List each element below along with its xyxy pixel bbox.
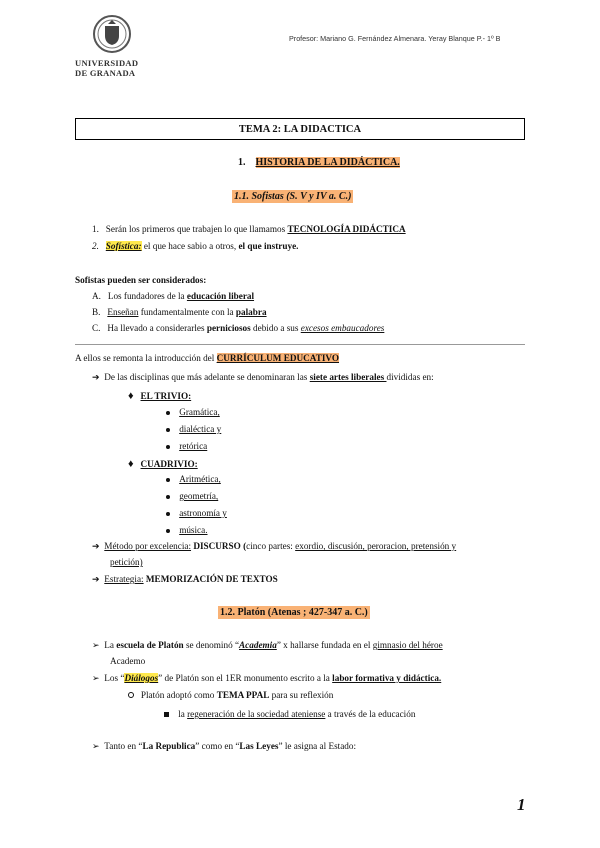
page-title: TEMA 2: LA DIDACTICA [75, 118, 525, 140]
sofistas-item-a [92, 291, 254, 301]
cuadrivio-item-4 [166, 525, 208, 535]
list-bold: el que instruye. [238, 241, 299, 251]
list1-item-1 [92, 224, 406, 234]
list-underlined: Enseñan [107, 307, 139, 317]
academia-term: Academia [239, 640, 277, 650]
text: Platón adoptó como [140, 690, 217, 700]
trivio-item-label: retórica [179, 441, 208, 451]
list-number: 1. [92, 224, 99, 234]
arrowhead-icon: ➢ [92, 640, 100, 650]
sofistica-term: Sofística: [105, 241, 142, 251]
bullet-icon [166, 529, 170, 533]
university-seal-icon [88, 14, 136, 54]
metodo-bold: DISCURSO ( [191, 541, 247, 551]
republica-item [92, 741, 356, 752]
list-italic: excesos embaucadores [300, 323, 385, 333]
hollow-bullet-icon [128, 692, 134, 698]
arrow-right-icon: ➔ [92, 574, 100, 584]
section-1-label: HISTORIA DE LA DIDÁCTICA. [255, 157, 400, 168]
text: divididas en: [386, 372, 434, 382]
metodo-parts-cont: petición) [110, 557, 143, 567]
cuadrivio-item-label: música. [179, 525, 208, 535]
text: Tanto en “ [104, 741, 143, 751]
metodo-item [92, 541, 456, 552]
bold-text: Las Leyes [239, 741, 279, 751]
text: Academo [110, 656, 146, 666]
trivio-heading [128, 390, 191, 402]
platon-item-1 [92, 640, 443, 651]
platon-item-2 [92, 673, 441, 684]
sofistas-heading: Sofistas pueden ser considerados: [75, 275, 207, 285]
bullet-icon [166, 512, 170, 516]
estrategia-label: Estrategia: [104, 574, 144, 584]
sofistas-item-c [92, 323, 384, 333]
text: ” le asigna al Estado: [278, 741, 357, 751]
bold-text: escuela de Platón [116, 640, 184, 650]
bullet-icon [166, 445, 170, 449]
dialogos-term: Diálogos [124, 673, 159, 683]
trivio-item-label: dialéctica y [179, 424, 222, 434]
trivio-item-label: Gramática, [179, 407, 220, 417]
metodo-line2 [110, 557, 143, 567]
platon-sub-item [128, 690, 333, 700]
cuadrivio-label: CUADRIVIO: [140, 459, 198, 469]
list-letter: A. [92, 291, 101, 301]
list-number: 2. [92, 241, 99, 251]
text: se denominó “ [183, 640, 240, 650]
bold-text: siete artes liberales [309, 372, 387, 382]
list-letter: B. [92, 307, 101, 317]
text: ” de Platón son el 1ER monumento escrito a la [158, 673, 333, 683]
diamond-icon: ♦ [128, 390, 134, 402]
text: ” x hallarse fundada en el [276, 640, 373, 650]
curriculum-intro [75, 353, 339, 363]
trivio-item-1 [166, 407, 220, 417]
text: La [104, 640, 117, 650]
list-bold: perniciosos [206, 323, 251, 333]
text: la [178, 709, 188, 719]
bold-text: labor formativa y didáctica. [332, 673, 442, 683]
list-bold: educación liberal [186, 291, 255, 301]
list-text: debido a sus [250, 323, 301, 333]
cuadrivio-item-label: astronomía y [179, 508, 227, 518]
arrow-right-icon: ➔ [92, 372, 100, 382]
text: cinco partes: [246, 541, 296, 551]
list-letter: C. [92, 323, 101, 333]
text: ” como en “ [195, 741, 240, 751]
subsection-1-2: 1.2. Platón (Atenas ; 427-347 a. C.) [220, 607, 368, 618]
bullet-icon [166, 495, 170, 499]
underlined-text: regeneración de la sociedad ateniense [187, 709, 326, 719]
platon-subsub-item [164, 709, 415, 719]
bold-text: La Republica [142, 741, 196, 751]
platon-item-1-line2 [110, 656, 145, 666]
cuadrivio-item-label: geometría, [179, 491, 219, 501]
bullet-icon [166, 411, 170, 415]
text: Los “ [104, 673, 125, 683]
list-text: el que hace sabio a otros, [141, 241, 239, 251]
disciplinas-item [92, 372, 434, 383]
list-bold: palabra [235, 307, 267, 317]
underlined-text: gimnasio del héroe [372, 640, 443, 650]
text: para su reflexión [269, 690, 334, 700]
cuadrivio-item-1 [166, 474, 221, 484]
text: A ellos se remonta la introducción del [75, 353, 217, 363]
bold-text: TEMA PPAL [216, 690, 270, 700]
section-1-heading [238, 157, 400, 168]
bullet-icon [166, 428, 170, 432]
trivio-label: EL TRIVIO: [140, 391, 192, 401]
bullet-icon [166, 478, 170, 482]
list-text: Los fundadores de la [107, 291, 187, 301]
university-name-line2: DE GRANADA [75, 68, 136, 78]
estrategia-item [92, 574, 278, 585]
arrowhead-icon: ➢ [92, 741, 100, 751]
list-text: fundamentalmente con la [138, 307, 236, 317]
square-bullet-icon [164, 712, 169, 717]
list-bold: TECNOLOGÍA DIDÁCTICA [287, 224, 406, 234]
metodo-parts: exordio, discusión, peroracion, pretensión y [295, 541, 457, 551]
metodo-label: Método por excelencia: [104, 541, 192, 551]
diamond-icon: ♦ [128, 458, 134, 470]
page-number: 1 [517, 795, 526, 814]
sofistas-item-b [92, 307, 267, 317]
text: a través de la educación [325, 709, 416, 719]
list1-item-2 [92, 241, 298, 251]
cuadrivio-heading [128, 458, 198, 470]
list-text: Ha llevado a considerarles [107, 323, 207, 333]
estrategia-bold: MEMORIZACIÓN DE TEXTOS [143, 574, 278, 584]
list-text: Serán los primeros que trabajen lo que llamamos [105, 224, 288, 234]
divider [75, 344, 525, 345]
university-logo [88, 14, 136, 56]
text: De las disciplinas que más adelante se denominaran las [104, 372, 310, 382]
section-1-number: 1. [238, 157, 246, 168]
subsection-1-1: 1.1. Sofistas (S. V y IV a. C.) [234, 191, 352, 202]
cuadrivio-item-3 [166, 508, 227, 518]
trivio-item-3 [166, 441, 207, 451]
cuadrivio-item-2 [166, 491, 218, 501]
university-name-line1: UNIVERSIDAD [75, 58, 139, 68]
professor-header: Profesor: Mariano G. Fernández Almenara. Yeray Blanque P.- 1º B [289, 34, 501, 43]
curriculum-term: CURRÍCULUM EDUCATIVO [216, 353, 340, 363]
trivio-item-2 [166, 424, 221, 434]
cuadrivio-item-label: Aritmética, [179, 474, 221, 484]
arrow-right-icon: ➔ [92, 541, 100, 551]
arrowhead-icon: ➢ [92, 673, 100, 683]
